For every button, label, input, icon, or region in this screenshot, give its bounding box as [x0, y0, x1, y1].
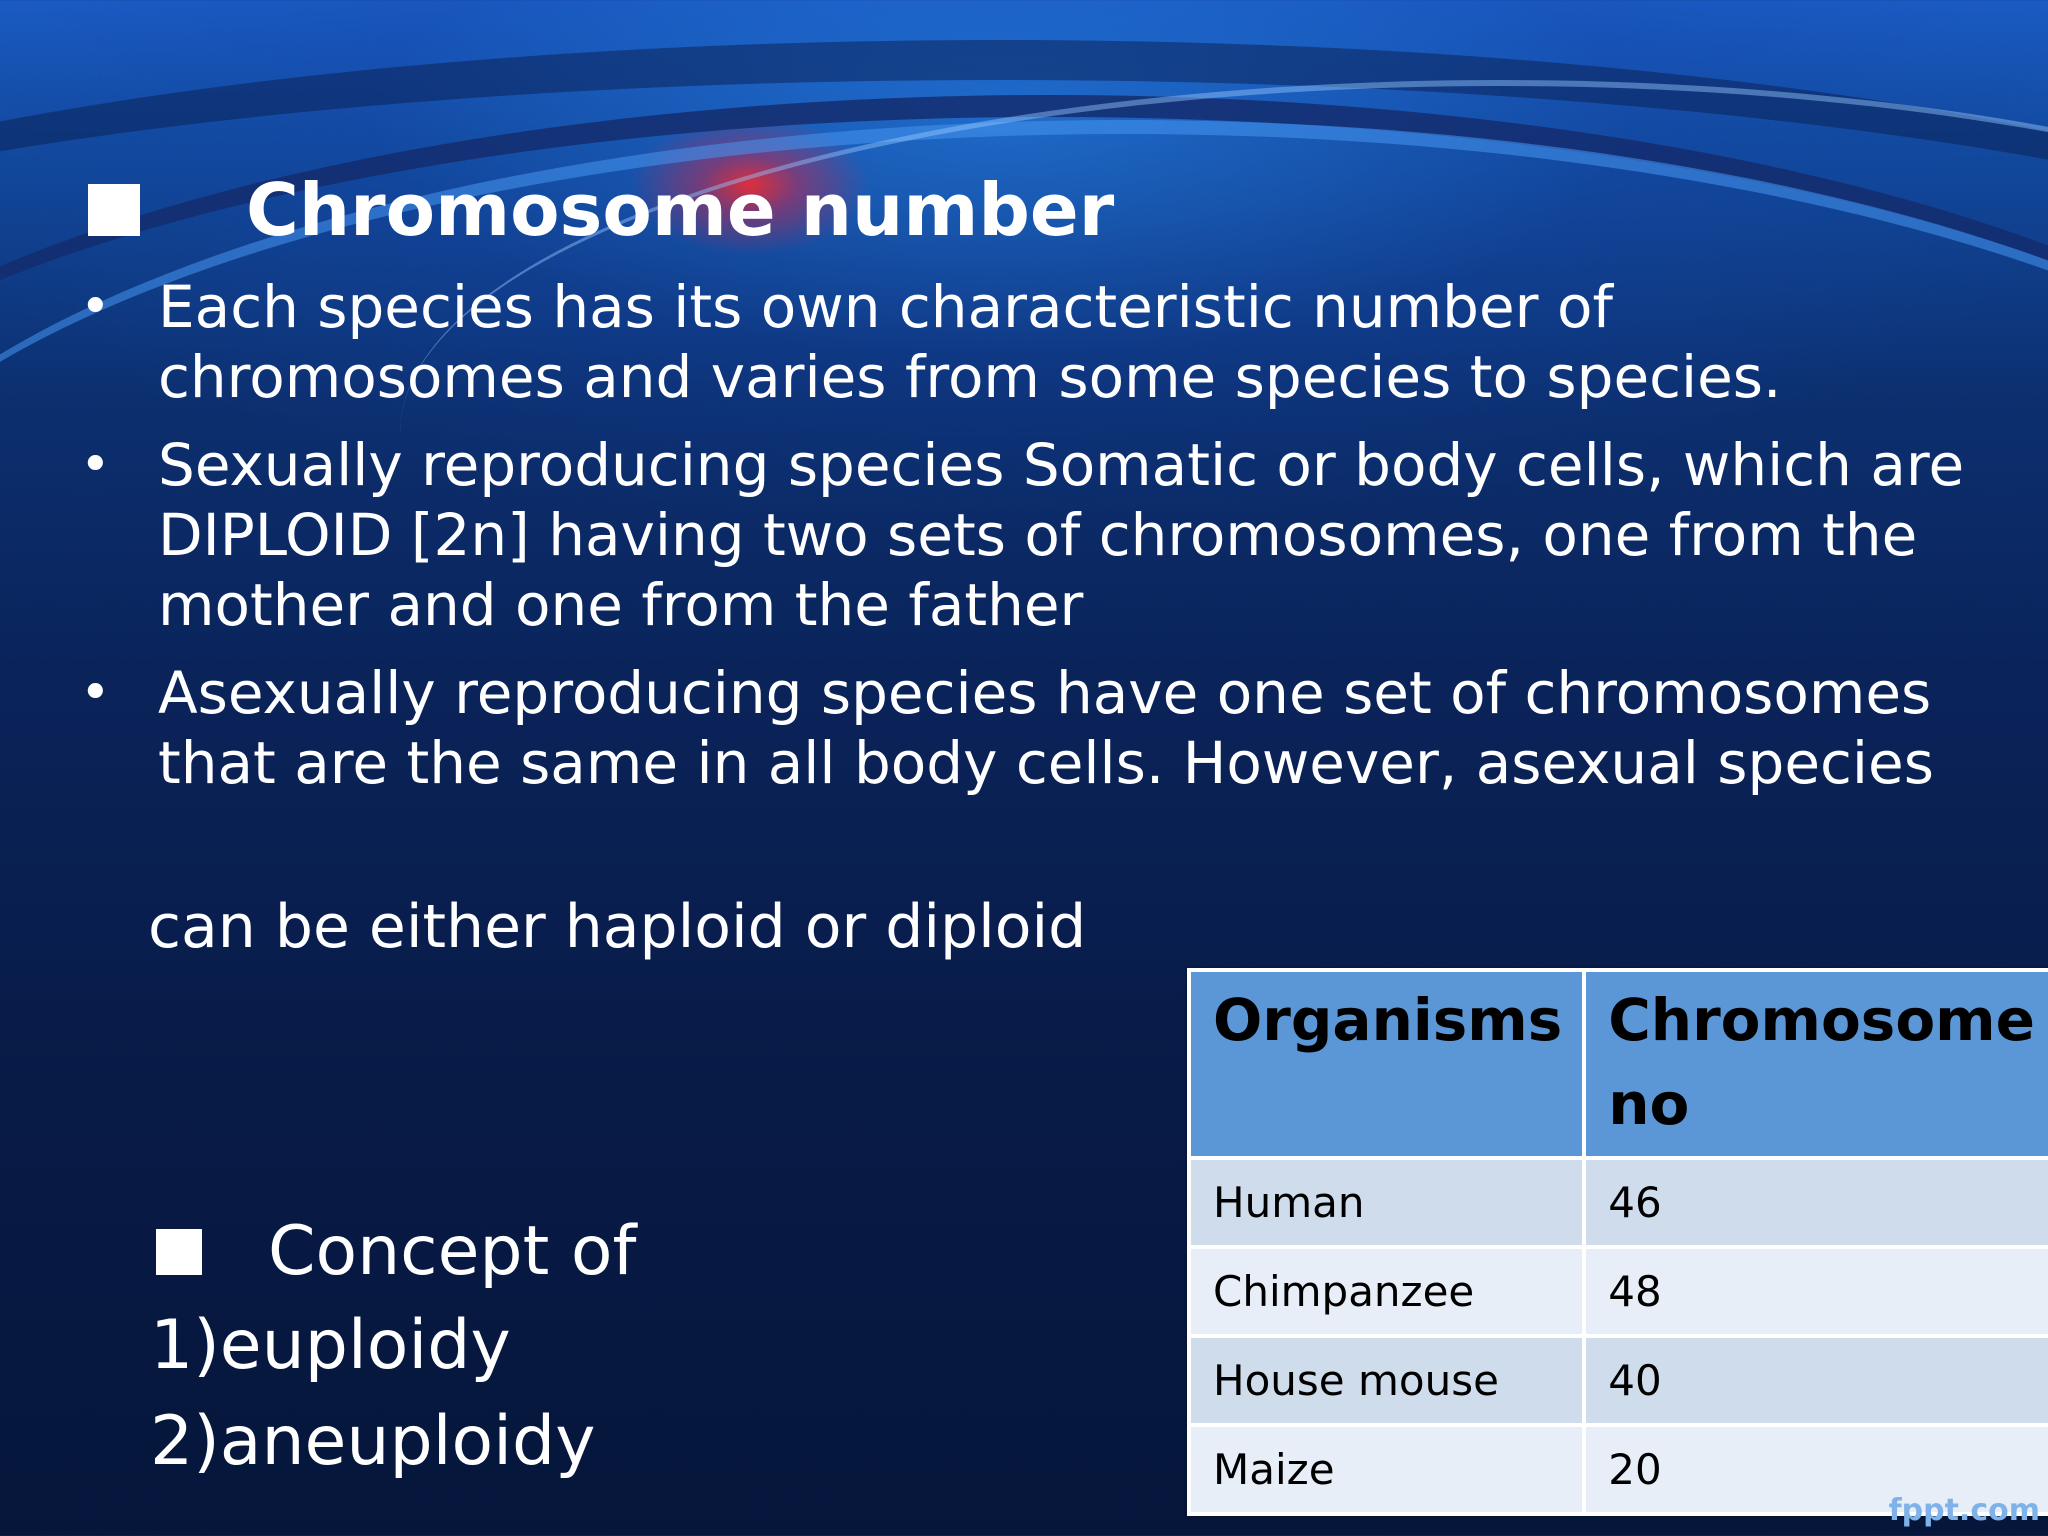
- table-cell-organism: Human: [1189, 1158, 1584, 1247]
- table-header-row: [1189, 970, 2048, 1158]
- table-cell-organism: House mouse: [1189, 1336, 1584, 1425]
- bullet-item: [80, 658, 1980, 798]
- bullet-dot-icon: •: [80, 277, 111, 337]
- slide-title-row: [88, 165, 1114, 255]
- table-header-organisms: Organisms: [1189, 970, 1584, 1158]
- bullet-text: Each species has its own characteristic number of chromosomes and varies from some species to species.: [158, 273, 1782, 411]
- concept-item-aneuploidy: 2)aneuploidy: [150, 1402, 596, 1481]
- watermark-logo: fppt.com: [1888, 1493, 2040, 1528]
- concept-list: [150, 1306, 595, 1498]
- chromosome-table: [1187, 968, 2048, 1516]
- concept-heading: Concept of: [268, 1212, 637, 1291]
- table-header-chromosome-no: Chromosome no: [1584, 970, 2048, 1158]
- concept-item-euploidy: 1)euploidy: [150, 1306, 511, 1385]
- slide-title: Chromosome number: [246, 168, 1115, 252]
- bullet-text: Asexually reproducing species have one set of chromosomes that are the same in all body cells. However, asexual species: [158, 659, 1934, 797]
- concept-heading-row: [156, 1212, 636, 1292]
- bullet-text: Sexually reproducing species Somatic or body cells, which are DIPLOID [2n] having two sets of chromosomes, one from the mother and one from the father: [158, 431, 1965, 639]
- table-cell-organism: Chimpanzee: [1189, 1247, 1584, 1336]
- table-row: [1189, 1247, 2048, 1336]
- bullet-dot-icon: •: [80, 663, 111, 723]
- table-cell-organism: Maize: [1189, 1425, 1584, 1514]
- table-row: [1189, 1158, 2048, 1247]
- square-bullet-icon: [156, 1229, 202, 1275]
- bullet-item: [80, 272, 1980, 412]
- table-row: [1189, 1336, 2048, 1425]
- table-cell-chromosome-no: 40: [1584, 1336, 2048, 1425]
- bullet-continuation-text: can be either haploid or diploid: [148, 892, 1087, 962]
- bullet-list: [80, 272, 1980, 816]
- bullet-dot-icon: •: [80, 435, 111, 495]
- table-cell-chromosome-no: 20: [1584, 1425, 2048, 1514]
- bullet-item: [80, 430, 1980, 640]
- table-cell-chromosome-no: 46: [1584, 1158, 2048, 1247]
- square-bullet-icon: [88, 184, 140, 236]
- table-cell-chromosome-no: 48: [1584, 1247, 2048, 1336]
